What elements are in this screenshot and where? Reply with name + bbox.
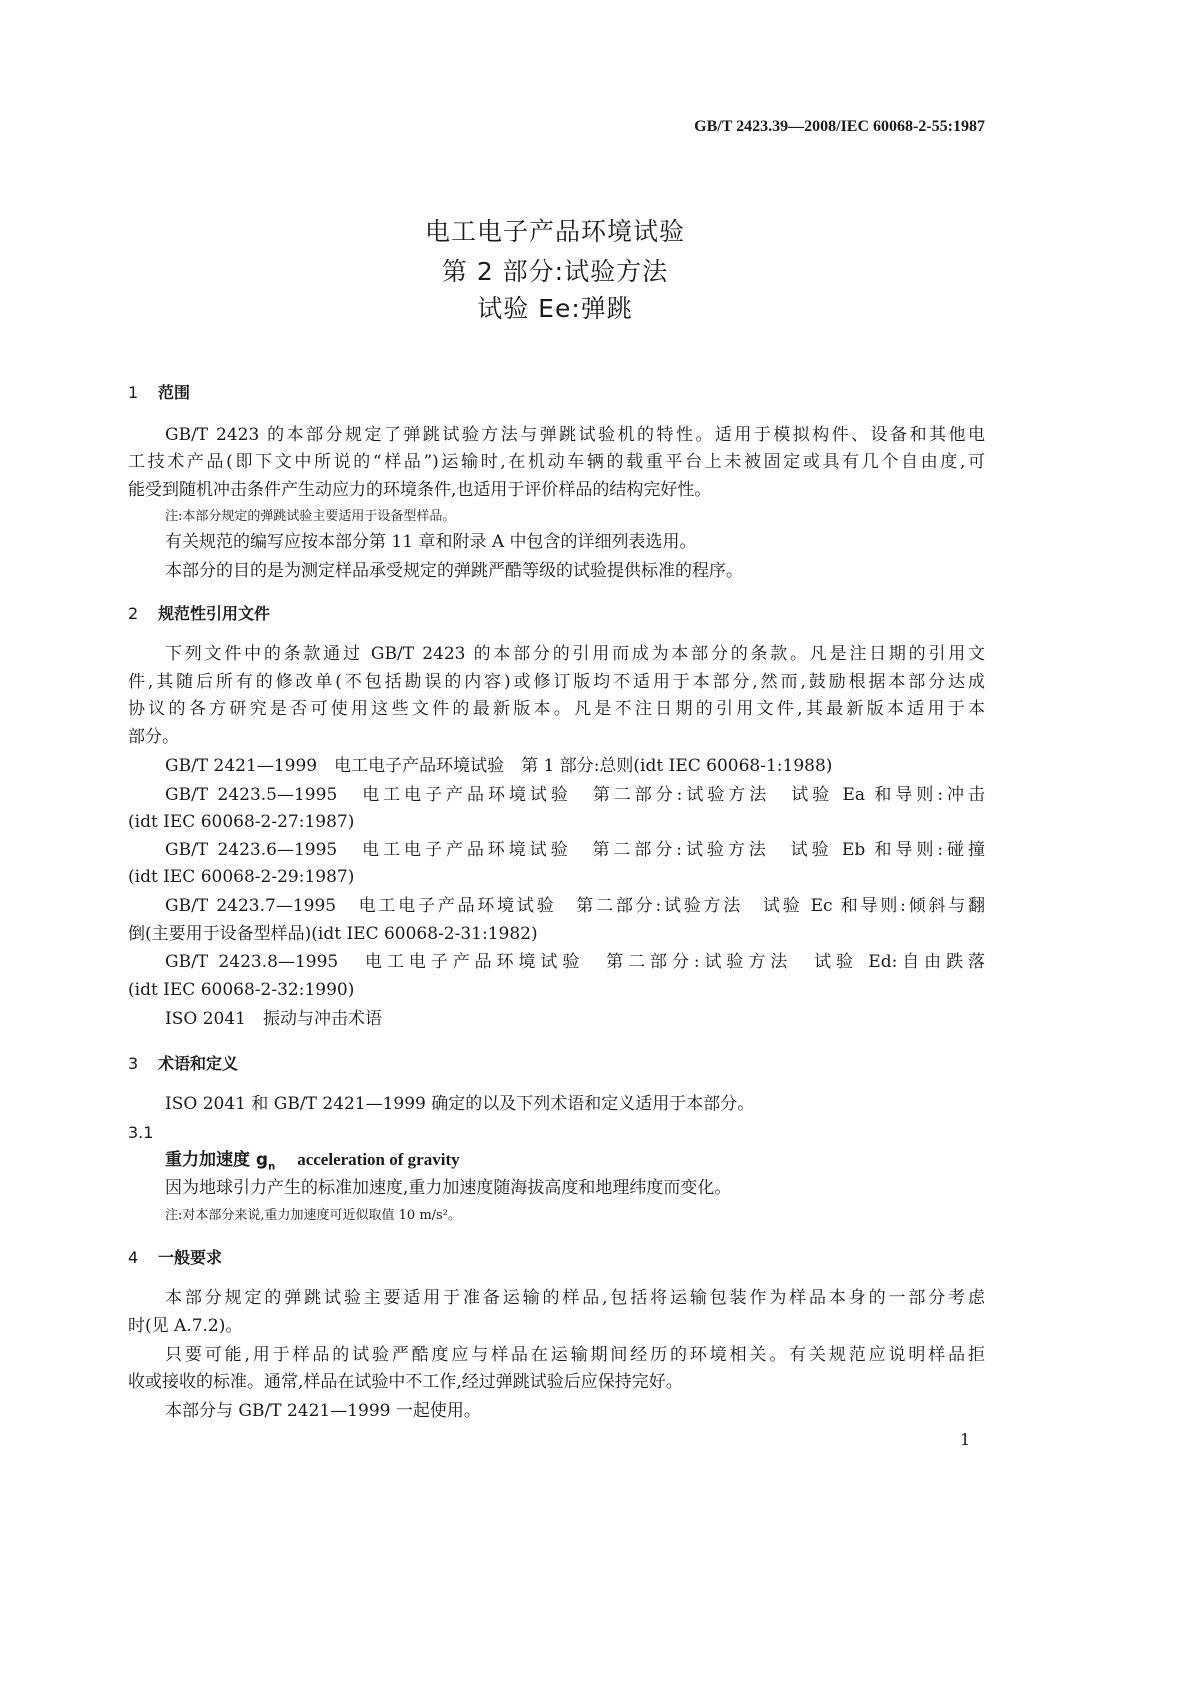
subsection-number: 3.1: [128, 1123, 154, 1142]
reference-item: GB/T 2423.5—1995 电工电子产品环境试验 第二部分:试验方法 试验 Ea 和导则:冲击: [165, 785, 985, 805]
note: 注:对本部分来说,重力加速度可近似取值 10 m/s²。: [165, 1208, 461, 1223]
reference-item: GB/T 2423.8—1995 电工电子产品环境试验 第二部分:试验方法 试验 Ed:自由跌落: [165, 952, 985, 972]
paragraph-line: 有关规范的编写应按本部分第 11 章和附录 A 中包含的详细列表选用。: [165, 532, 697, 552]
paragraph-line: GB/T 2423 的本部分规定了弹跳试验方法与弹跳试验机的特性。适用于模拟构件、设备和其他电: [165, 425, 985, 445]
paragraph-line: 时(见 A.7.2)。: [128, 1316, 243, 1336]
paragraph-line: 件,其随后所有的修改单(不包括勘误的内容)或修订版均不适用于本部分,然而,鼓励根据本部分达成: [128, 672, 985, 692]
term-heading: [165, 1149, 460, 1178]
section-3-heading: [128, 1051, 238, 1074]
section-4-heading: [128, 1245, 222, 1268]
paragraph-line: 只要可能,用于样品的试验严酷度应与样品在运输期间经历的环境相关。有关规范应说明样品拒: [165, 1345, 985, 1365]
paragraph-line: 工技术产品(即下文中所说的“样品”)运输时,在机动车辆的载重平台上未被固定或具有几个自由度,可: [128, 452, 985, 472]
reference-item: (idt IEC 60068-2-27:1987): [128, 812, 355, 832]
page-number: 1: [960, 1430, 971, 1449]
paragraph-line: 本部分的目的是为测定样品承受规定的弹跳严酷等级的试验提供标准的程序。: [165, 561, 743, 581]
paragraph-line: 部分。: [128, 727, 179, 747]
section-number: 4: [128, 1248, 139, 1267]
reference-item: 倒(主要用于设备型样品)(idt IEC 60068-2-31:1982): [128, 924, 538, 944]
reference-item: (idt IEC 60068-2-32:1990): [128, 980, 355, 1000]
term-subscript: n: [268, 1161, 276, 1173]
title-line-3: 试验 Ee:弹跳: [477, 294, 633, 323]
paragraph-line: 协议的各方研究是否可使用这些文件的最新版本。凡是不注日期的引用文件,其最新版本适用于本: [128, 699, 985, 719]
title-line-1: 电工电子产品环境试验: [424, 217, 685, 246]
section-number: 3: [128, 1054, 139, 1073]
paragraph-line: 能受到随机冲击条件产生动应力的环境条件,也适用于评价样品的结构完好性。: [128, 480, 712, 500]
section-2-heading: [128, 601, 270, 624]
note: 注:本部分规定的弹跳试验主要适用于设备型样品。: [165, 509, 456, 524]
title-line-2: 第 2 部分:试验方法: [441, 257, 669, 286]
section-number: 1: [128, 383, 139, 402]
term-english: acceleration of gravity: [297, 1150, 460, 1169]
term-chinese: 重力加速度 g: [165, 1150, 269, 1170]
section-title: 规范性引用文件: [158, 604, 271, 623]
paragraph-line: 本部分规定的弹跳试验主要适用于准备运输的样品,包括将运输包装作为样品本身的一部分考虑: [165, 1288, 985, 1308]
reference-item: ISO 2041 振动与冲击术语: [165, 1009, 382, 1029]
reference-item: (idt IEC 60068-2-29:1987): [128, 867, 355, 887]
section-number: 2: [128, 604, 139, 623]
paragraph-line: ISO 2041 和 GB/T 2421—1999 确定的以及下列术语和定义适用于本部分。: [165, 1094, 755, 1114]
reference-item: GB/T 2423.6—1995 电工电子产品环境试验 第二部分:试验方法 试验 Eb 和导则:碰撞: [165, 840, 985, 860]
paragraph-line: 收或接收的标准。通常,样品在试验中不工作,经过弹跳试验后应保持完好。: [128, 1372, 683, 1392]
paragraph-line: 本部分与 GB/T 2421—1999 一起使用。: [165, 1401, 481, 1421]
term-definition: 因为地球引力产生的标准加速度,重力加速度随海拔高度和地理纬度而变化。: [165, 1178, 732, 1198]
section-title: 范围: [158, 383, 191, 402]
document-header: GB/T 2423.39—2008/IEC 60068-2-55:1987: [694, 118, 985, 135]
section-title: 一般要求: [158, 1248, 223, 1267]
section-1-heading: [128, 380, 190, 403]
section-title: 术语和定义: [158, 1054, 239, 1073]
reference-item: GB/T 2423.7—1995 电工电子产品环境试验 第二部分:试验方法 试验 Ec 和导则:倾斜与翻: [165, 896, 985, 916]
reference-item: GB/T 2421—1999 电工电子产品环境试验 第 1 部分:总则(idt IEC 60068-1:1988): [165, 756, 833, 776]
paragraph-line: 下列文件中的条款通过 GB/T 2423 的本部分的引用而成为本部分的条款。凡是注日期的引用文: [165, 644, 985, 664]
